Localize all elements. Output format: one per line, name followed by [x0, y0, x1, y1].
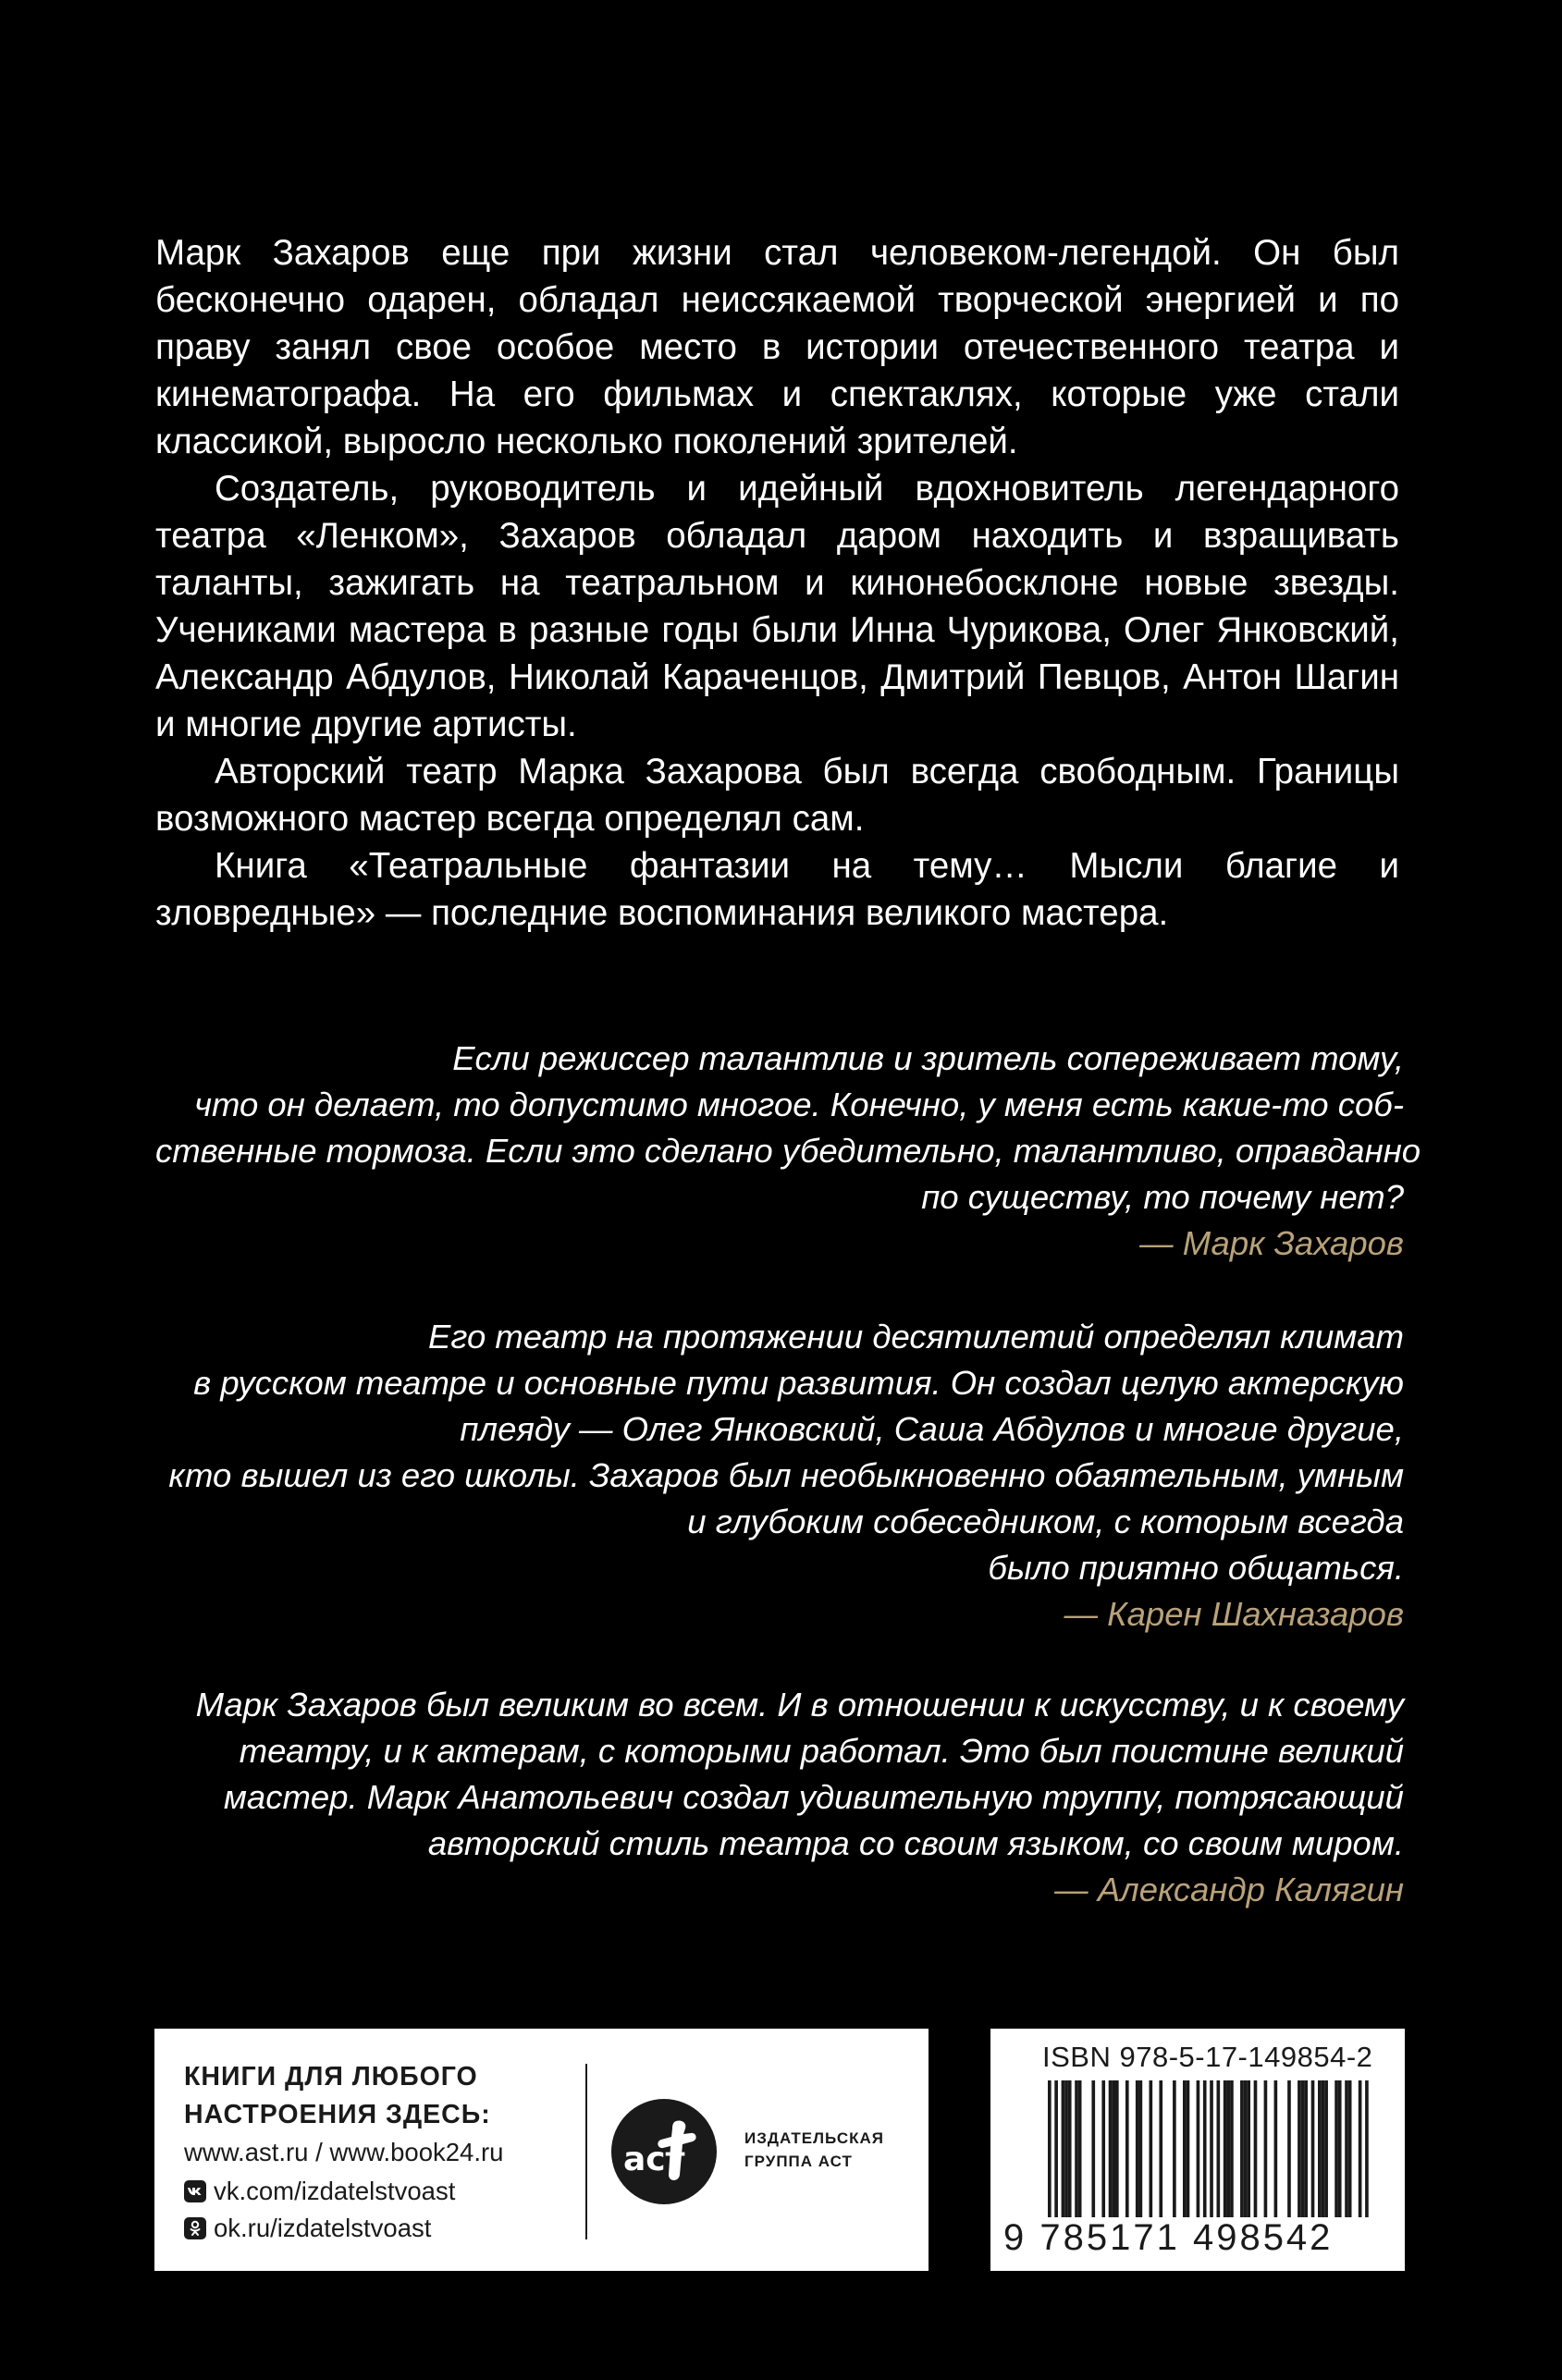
description-paragraph: Создатель, руководитель и идейный вдохновитель легендарного театра «Ленком», Захаров обладал даром находить и взращивать таланты, зажигать на театральном и кинонебосклоне новые звезды. Учениками мастера в разные годы были Инна Чурикова, Олег Янковский, Александр Абдулов, Николай Караченцов, Дмитрий Певцов, Антон Шагин и многие другие артисты.	[155, 469, 1399, 744]
publisher-headline	[184, 2058, 491, 2134]
barcode-bar	[1068, 2080, 1072, 2219]
barcode-bar	[1159, 2080, 1162, 2219]
barcode-bar	[1078, 2080, 1082, 2219]
description-text	[155, 229, 1399, 937]
quote-line: мастер. Марк Анатольевич создал удивительную труппу, потрясающий	[223, 1778, 1404, 1816]
barcode-bar	[1112, 2080, 1115, 2219]
barcode-bar	[1062, 2080, 1065, 2219]
barcode-bar	[1334, 2080, 1338, 2219]
barcode-bar	[1173, 2080, 1176, 2219]
ast-logo-text: аст	[623, 2141, 685, 2178]
quote-author: — Карен Шахназаров	[1064, 1595, 1404, 1633]
quote-line: Его театр на протяжении десятилетий определял климат	[428, 1318, 1404, 1356]
publisher-name-line: ГРУППА АСТ	[744, 2153, 853, 2170]
barcode-bar	[1230, 2080, 1234, 2219]
quote-line: что он делает, то допустимо многое. Конечно, у меня есть какие-то соб-	[194, 1086, 1404, 1123]
quote-text	[155, 1314, 1404, 1591]
barcode-bar	[1264, 2080, 1268, 2219]
barcode-bar	[1287, 2080, 1291, 2219]
quote-line: кто вышел из его школы. Захаров был необыкновенно обаятельным, умным	[168, 1456, 1404, 1494]
barcode-bar	[1247, 2080, 1250, 2219]
odnoklassniki-icon	[184, 2217, 206, 2239]
vk-link[interactable]: vk.com/izdatelstvoast	[214, 2177, 456, 2205]
quote-line: в русском театре и основные пути развития. Он создал целую актерскую	[193, 1364, 1404, 1402]
barcode-bar	[1244, 2080, 1248, 2219]
barcode-bar	[1187, 2080, 1190, 2219]
barcode-bar	[1136, 2080, 1139, 2219]
barcode-bar	[1226, 2080, 1230, 2219]
quote-text	[155, 1682, 1404, 1867]
barcode-bar	[1109, 2080, 1113, 2219]
websites-link[interactable]: www.ast.ru / www.book24.ru	[184, 2138, 504, 2166]
barcode-bar	[1254, 2080, 1258, 2219]
description-paragraph: Книга «Театральные фантазии на тему… Мысли благие и зловредные» — последние воспоминания великого мастера.	[155, 846, 1399, 933]
quote-line: театру, и к актерам, с которыми работал. Это был поистине великий	[239, 1732, 1404, 1770]
barcode-bar	[1304, 2080, 1308, 2219]
publisher-name	[744, 2127, 884, 2173]
barcode-bar	[1322, 2080, 1325, 2219]
barcode-bar	[1301, 2080, 1305, 2219]
quote-author: — Александр Калягин	[1054, 1871, 1404, 1908]
barcode-bar	[1101, 2080, 1105, 2219]
ast-logo	[609, 2097, 719, 2206]
quote-zakharov	[155, 1036, 1421, 1267]
headline-line: КНИГИ ДЛЯ ЛЮБОГО	[184, 2062, 478, 2092]
ok-link[interactable]: ok.ru/izdatelstvoast	[214, 2214, 432, 2242]
barcode-bar	[1197, 2080, 1200, 2219]
barcode-bar	[1318, 2080, 1322, 2219]
barcode-bar	[1075, 2080, 1078, 2219]
barcode-bar	[1240, 2080, 1244, 2219]
barcode-digits: 9 785171 498542	[1003, 2217, 1394, 2258]
divider	[585, 2064, 587, 2239]
barcode-bar	[1217, 2080, 1221, 2219]
quote-line: и глубоким собеседником, с которым всегда	[687, 1503, 1404, 1540]
barcode-bar	[1338, 2080, 1342, 2219]
barcode-bar	[1139, 2080, 1143, 2219]
barcode-bar	[1345, 2080, 1348, 2219]
quote-line: по существу, то почему нет?	[921, 1178, 1404, 1216]
quote-line: Если режиссер талантлив и зритель сопереживает тому,	[452, 1039, 1404, 1077]
barcode-bar	[1311, 2080, 1315, 2219]
barcode-bar	[1274, 2080, 1278, 2219]
barcode-bar	[1298, 2080, 1301, 2219]
quote-shakhnazarov	[155, 1314, 1404, 1638]
publisher-name-line: ИЗДАТЕЛЬСКАЯ	[744, 2129, 885, 2147]
barcode-bar	[1091, 2080, 1095, 2219]
barcode-bar	[1183, 2080, 1187, 2219]
quote-line: ственные тормоза. Если это сделано убедительно, талантливо, оправданно	[155, 1132, 1421, 1170]
barcode-bar	[1348, 2080, 1352, 2219]
barcode-bar	[1115, 2080, 1119, 2219]
publisher-info-box	[154, 2029, 929, 2271]
barcode-bar	[1064, 2080, 1068, 2219]
barcode-bar	[1125, 2080, 1129, 2219]
quote-author: — Марк Захаров	[1139, 1224, 1404, 1262]
vk-icon	[184, 2180, 206, 2202]
barcode-box	[990, 2029, 1405, 2271]
headline-line: НАСТРОЕНИЯ ЗДЕСЬ:	[184, 2100, 491, 2129]
quote-line: было приятно общаться.	[988, 1549, 1404, 1587]
quote-text	[155, 1036, 1421, 1221]
barcode-bar	[1324, 2080, 1328, 2219]
description-paragraph: Авторский театр Марка Захарова был всегда свободным. Границы возможного мастер всегда определял сам.	[155, 752, 1399, 839]
barcode-bar	[1150, 2080, 1153, 2219]
quote-kalyagin	[155, 1682, 1404, 1913]
description-paragraph: Марк Захаров еще при жизни стал человеком-легендой. Он был бесконечно одарен, обладал неиссякаемой творческой энергией и по праву занял свое особое место в истории отечественного театра и кинематографа. На его фильмах и спектаклях, которые уже стали классикой, выросло несколько поколений зрителей.	[155, 233, 1399, 461]
quote-line: плеяду — Олег Янковский, Саша Абдулов и многие другие,	[460, 1410, 1404, 1448]
quote-line: Марк Захаров был великим во всем. И в отношении к искусству, и к своему	[195, 1686, 1404, 1724]
quote-line: авторский стиль театра со своим языком, со своим миром.	[427, 1824, 1404, 1862]
barcode-bar	[1224, 2080, 1227, 2219]
isbn-number: ISBN 978-5-17-149854-2	[1042, 2041, 1373, 2073]
